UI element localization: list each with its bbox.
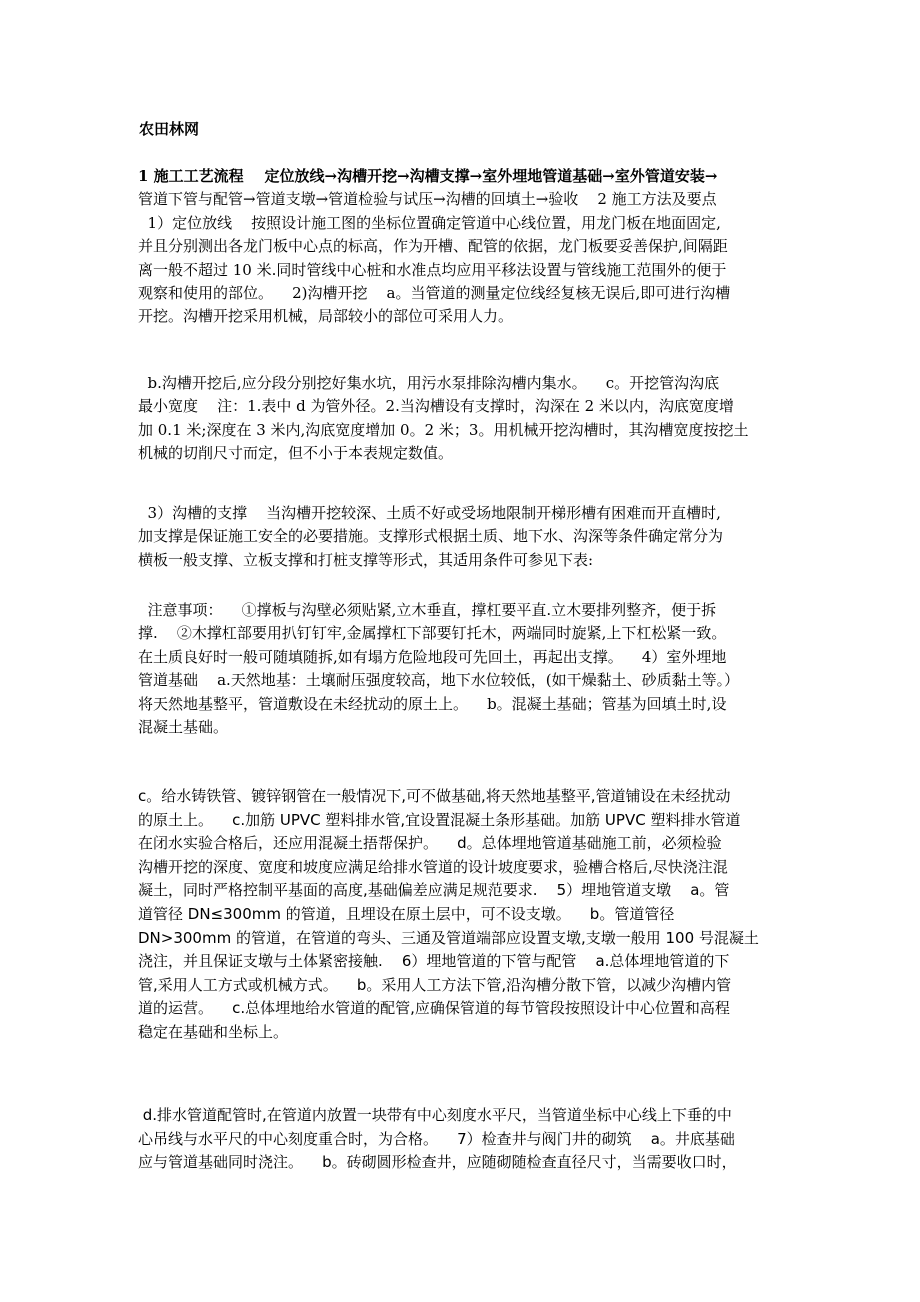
text-line: b.沟槽开挖后,应分段分别挖好集水坑，用污水泵排除沟槽内集水。 c。开挖管沟沟底 bbox=[138, 374, 720, 392]
text-line: 管,采用人工方式或机械方式。 b。采用人工方法下管,沿沟槽分散下管，以减少沟槽内管 bbox=[138, 975, 732, 994]
text-line: 凝土，同时严格控制平基面的高度,基础偏差应满足规范要求. 5）埋地管道支墩 a。管 bbox=[138, 881, 730, 900]
paragraph-trench-excavation bbox=[138, 372, 790, 466]
paragraph-trench-support bbox=[138, 502, 790, 572]
text-line: 应与管道基础同时浇注。 b。砖砌圆形检查井，应随砌随检查直径尺寸，当需要收口时， bbox=[138, 1153, 737, 1172]
text-line: DN>300mm 的管道，在管道的弯头、三通及管道端部应设置支墩,支墩一般用 100 号混凝土 bbox=[138, 928, 759, 947]
text-line: 1 施工工艺流程 定位放线→沟槽开挖→沟槽支撑→室外埋地管道基础→室外管道安装→ bbox=[138, 167, 718, 185]
paragraph-pipe-foundation bbox=[138, 785, 790, 1045]
site-title: 农田林网 bbox=[139, 120, 200, 138]
text-line: 在土质良好时一般可随填随拆,如有塌方危险地段可先回土，再起出支撑。 4）室外埋地 bbox=[138, 647, 727, 666]
text-line: 沟槽开挖的深度、宽度和坡度应满足给排水管道的设计坡度要求，验槽合格后,尽快浇注混 bbox=[138, 857, 728, 876]
text-line: 横板一般支撑、立板支撑和打桩支撑等形式，其适用条件可参见下表: bbox=[138, 550, 594, 569]
text-line: 管道下管与配管→管道支墩→管道检验与试压→沟槽的回填土→验收 2 施工方法及要点 bbox=[138, 190, 717, 209]
text-line: 开挖。沟槽开挖采用机械，局部较小的部位可采用人力。 bbox=[138, 307, 514, 326]
text-line: 机械的切削尺寸而定，但不小于本表规定数值。 bbox=[138, 444, 454, 463]
text-line: 浇注，并且保证支墩与土体紧密接触. 6）埋地管道的下管与配管 a.总体埋地管道的下 bbox=[138, 952, 730, 971]
text-line: 管道基础 a.天然地基：土壤耐压强度较高，地下水位较低，(如干燥黏土、砂质黏土等。） bbox=[138, 671, 740, 690]
text-line: 加 0.1 米;深度在 3 米内,沟底宽度增加 0。2 米；3。用机械开挖沟槽时，其沟槽宽度按挖土 bbox=[138, 420, 749, 439]
text-line: d.排水管道配管时,在管道内放置一块带有中心刻度水平尺，当管道坐标中心线上下垂的中 bbox=[138, 1106, 732, 1124]
text-line: 加支撑是保证施工安全的必要措施。支撑形式根据土质、地下水、沟深等条件确定常分为 bbox=[138, 527, 724, 546]
paragraph-construction-process bbox=[138, 165, 790, 329]
text-line: 最小宽度 注：1.表中 d 为管外径。2.当沟槽设有支撑时，沟深在 2 米以内，沟底宽度增 bbox=[138, 397, 734, 416]
text-line: 注意事项： ①撑板与沟壁必须贴紧,立木垂直，撑杠要平直.立木要排列整齐，便于拆 bbox=[138, 601, 717, 619]
text-line: 道管径 DN≤300mm 的管道，且埋设在原土层中，可不设支墩。 b。管道管径 bbox=[138, 904, 675, 923]
text-line: c。给水铸铁管、镀锌钢管在一般情况下,可不做基础,将天然地基整平,管道铺设在未经扰动 bbox=[138, 787, 731, 805]
paragraph-notes bbox=[138, 599, 790, 739]
text-line: 的原土上。 c.加筋 UPVC 塑料排水管,宜设置混凝土条形基础。加筋 UPVC 塑料排水管道 bbox=[138, 810, 741, 829]
text-line: 3）沟槽的支撑 当沟槽开挖较深、土质不好或受场地限制开梯形槽有困难而开直槽时, bbox=[138, 504, 721, 522]
text-line: 将天然地基整平，管道敷设在未经扰动的原土上。 b。混凝土基础；管基为回填土时,设 bbox=[138, 694, 727, 713]
text-line: 混凝土基础。 bbox=[138, 717, 229, 736]
text-line: 道的运营。 c.总体埋地给水管道的配管,应确保管道的每节管段按照设计中心位置和高程 bbox=[138, 999, 730, 1018]
text-line: 撑. ②木撑杠部要用扒钉钉牢,金属撑杠下部要钉托木，两端同时旋紧,上下杠松紧一致。 bbox=[138, 624, 727, 643]
text-line: 在闭水实验合格后，还应用混凝土捂帮保护。 d。总体埋地管道基础施工前，必须检验 bbox=[138, 834, 722, 853]
text-line: 心吊线与水平尺的中心刻度重合时，为合格。 7）检查井与阀门井的砌筑 a。井底基础 bbox=[138, 1129, 735, 1148]
text-line: 观察和使用的部位。 2)沟槽开挖 a。当管道的测量定位线经复核无误后,即可进行沟槽 bbox=[138, 283, 731, 302]
paragraph-drainage-pipe bbox=[138, 1104, 790, 1175]
text-line: 并且分别测出各龙门板中心点的标高，作为开槽、配管的依据，龙门板要妥善保护,间隔距 bbox=[138, 237, 728, 256]
text-line: 1）定位放线 按照设计施工图的坐标位置确定管道中心线位置，用龙门板在地面固定, bbox=[138, 213, 721, 232]
text-line: 离一般不超过 10 米.同时管线中心桩和水准点均应用平移法设置与管线施工范围外的便于 bbox=[138, 260, 727, 279]
text-line: 稳定在基础和坐标上。 bbox=[138, 1022, 289, 1041]
